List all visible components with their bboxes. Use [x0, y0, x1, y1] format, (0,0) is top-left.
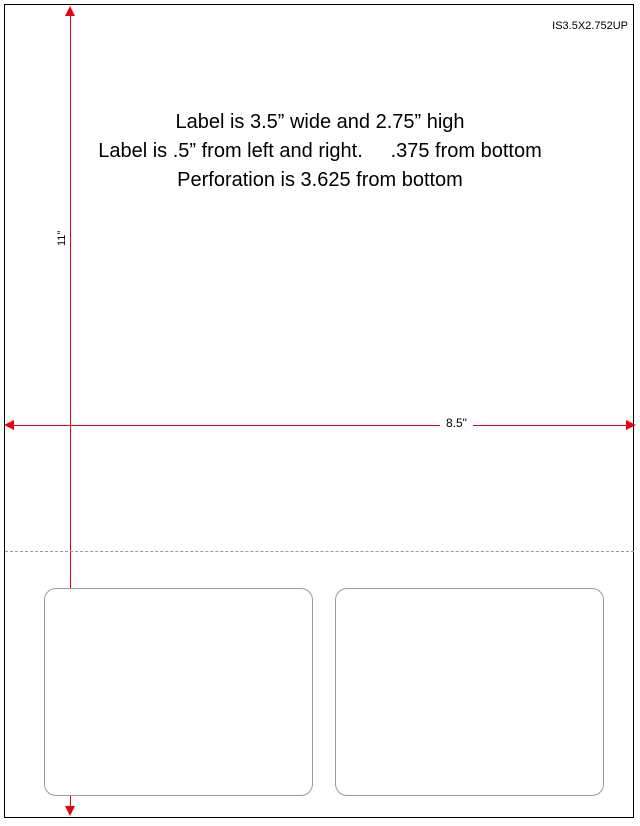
spec-line-3: Perforation is 3.625 from bottom: [177, 169, 463, 191]
horizontal-dimension-label: 8.5": [440, 416, 473, 430]
label-right: [335, 588, 604, 796]
vertical-dimension-label: 11": [56, 230, 68, 246]
spec-line-2: Label is .5” from left and right. .375 from bottom: [98, 140, 542, 162]
label-left: [44, 588, 313, 796]
perforation-line: [5, 551, 634, 552]
part-number-code: IS3.5X2.752UP: [552, 20, 628, 32]
vertical-dimension-arrow-bottom-icon: [65, 806, 75, 816]
horizontal-dimension-arrow-right-icon: [626, 420, 636, 430]
spec-line-1: Label is 3.5” wide and 2.75” high: [175, 111, 465, 133]
specification-text-block: [0, 108, 640, 195]
horizontal-dimension-line: [8, 425, 632, 426]
